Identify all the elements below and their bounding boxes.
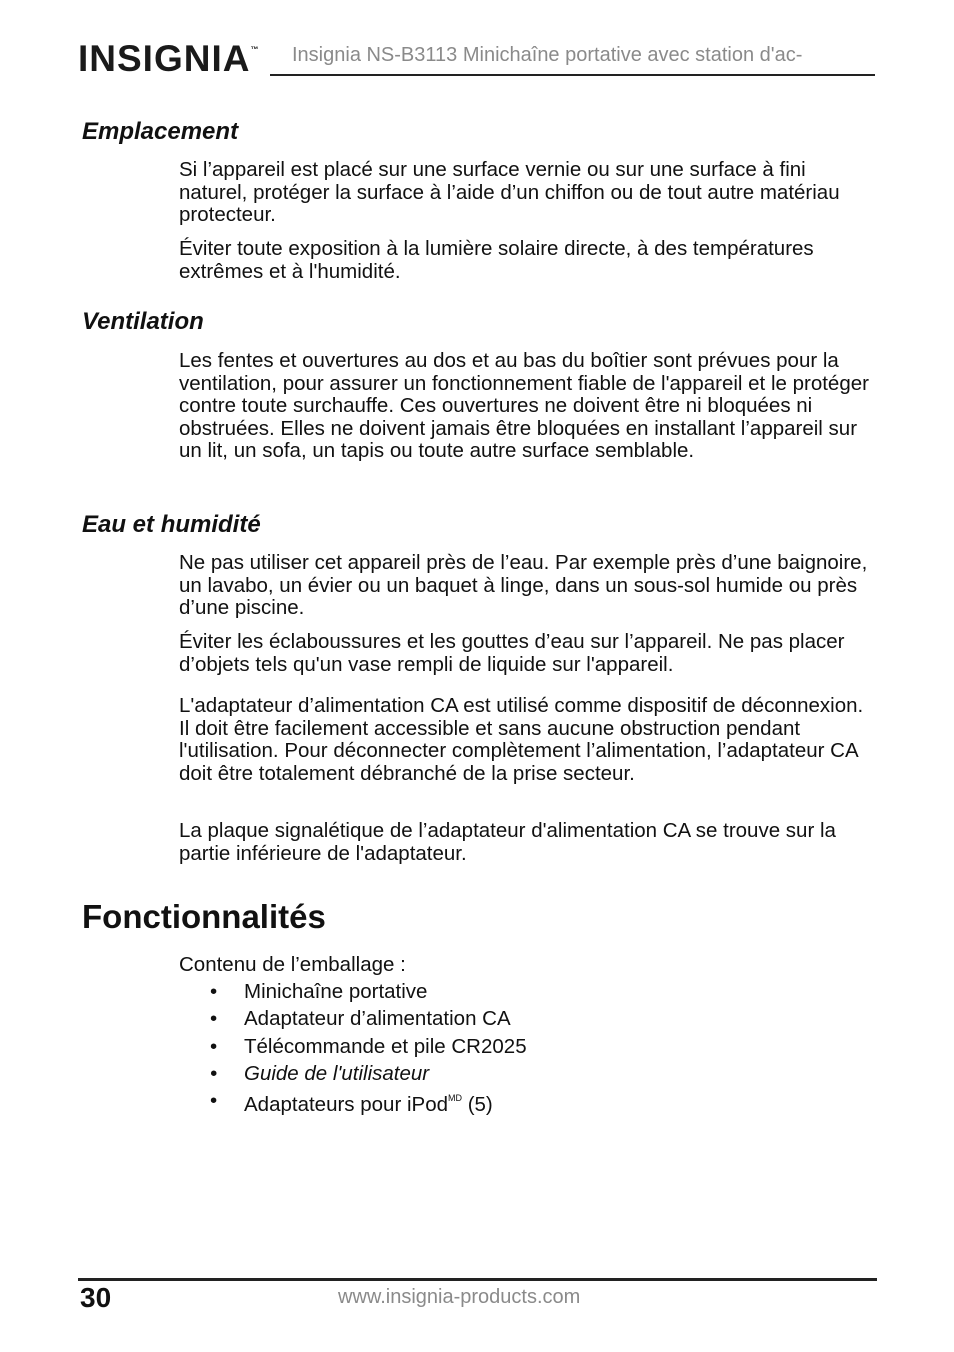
- bullet: •: [210, 1007, 218, 1031]
- paragraph-eau-2: Éviter les éclaboussures et les gouttes d’eau sur l’appareil. Ne pas placer d’objets tels qu'un vase rempli de liquide sur l'appareil.: [179, 630, 845, 676]
- heading-eau-humidite: Eau et humidité: [82, 511, 261, 538]
- insignia-logo: [78, 38, 258, 80]
- heading-fonctionnalites: Fonctionnalités: [82, 898, 326, 935]
- footer-url[interactable]: www.insignia-products.com: [338, 1286, 581, 1308]
- footer-rule: [78, 1278, 877, 1281]
- ipod-adapters-count: (5): [462, 1093, 493, 1117]
- page-header: [78, 30, 876, 90]
- list-item-text: Adaptateur d’alimentation CA: [244, 1007, 511, 1031]
- bullet: •: [210, 1089, 218, 1113]
- list-item-text-ipod: [244, 1087, 493, 1118]
- list-item-text: Télécommande et pile CR2025: [244, 1034, 527, 1058]
- list-item-text: Minichaîne portative: [244, 980, 428, 1003]
- package-contents-intro: Contenu de l’emballage :: [179, 953, 406, 976]
- paragraph-ventilation: Les fentes et ouvertures au dos et au bas du boîtier sont prévues pour la ventilation, pour assurer un fonctionnement fiable de l'appareil et le protéger contre toute surchauffe. Ces ouvertures ne doivent être ni bloquées ni obstruées. Elles ne doivent jamais être bloquées en installant l’appareil sur un lit, un sofa, un tapis ou toute autre surface semblable.: [179, 349, 869, 463]
- paragraph-eau-3: L'adaptateur d’alimentation CA est utilisé comme dispositif de déconnexion. Il doit être facilement accessible et sans aucune obstruction pendant l'utilisation. Pour déconnecter complètement l’alimentation, l’adaptateur CA doit être totalement débranché de la prise secteur.: [179, 694, 864, 785]
- heading-emplacement: Emplacement: [82, 118, 239, 145]
- paragraph-eau-4: La plaque signalétique de l’adaptateur d'alimentation CA se trouve sur la partie inférieure de l'adaptateur.: [179, 819, 836, 865]
- page-number: 30: [80, 1282, 112, 1313]
- bullet: •: [210, 980, 218, 1003]
- ipod-adapters-label: Adaptateurs pour iPod: [244, 1093, 448, 1117]
- registered-mark: MD: [448, 1093, 462, 1104]
- paragraph-emplacement-2: Éviter toute exposition à la lumière solaire directe, à des températures extrêmes et à l'humidité.: [179, 237, 814, 283]
- logo-text: INSIGNIA: [78, 38, 251, 79]
- paragraph-eau-1: Ne pas utiliser cet appareil près de l’eau. Par exemple près d’une baignoire, un lavabo, un évier ou un baquet à linge, dans un sous-sol humide ou près d’une piscine.: [179, 551, 868, 620]
- logo-trademark: ™: [250, 44, 259, 54]
- list-item-text: Guide de l'utilisateur: [244, 1061, 430, 1085]
- bullet: •: [210, 1061, 218, 1085]
- header-rule: [270, 74, 875, 76]
- heading-ventilation: Ventilation: [82, 308, 204, 335]
- header-title: Insignia NS-B3113 Minichaîne portative avec station d'ac-: [292, 44, 803, 66]
- bullet: •: [210, 1034, 218, 1058]
- paragraph-emplacement-1: Si l’appareil est placé sur une surface vernie ou sur une surface à fini naturel, protéger la surface à l’aide d’un chiffon ou de tout autre matériau protecteur.: [179, 158, 840, 227]
